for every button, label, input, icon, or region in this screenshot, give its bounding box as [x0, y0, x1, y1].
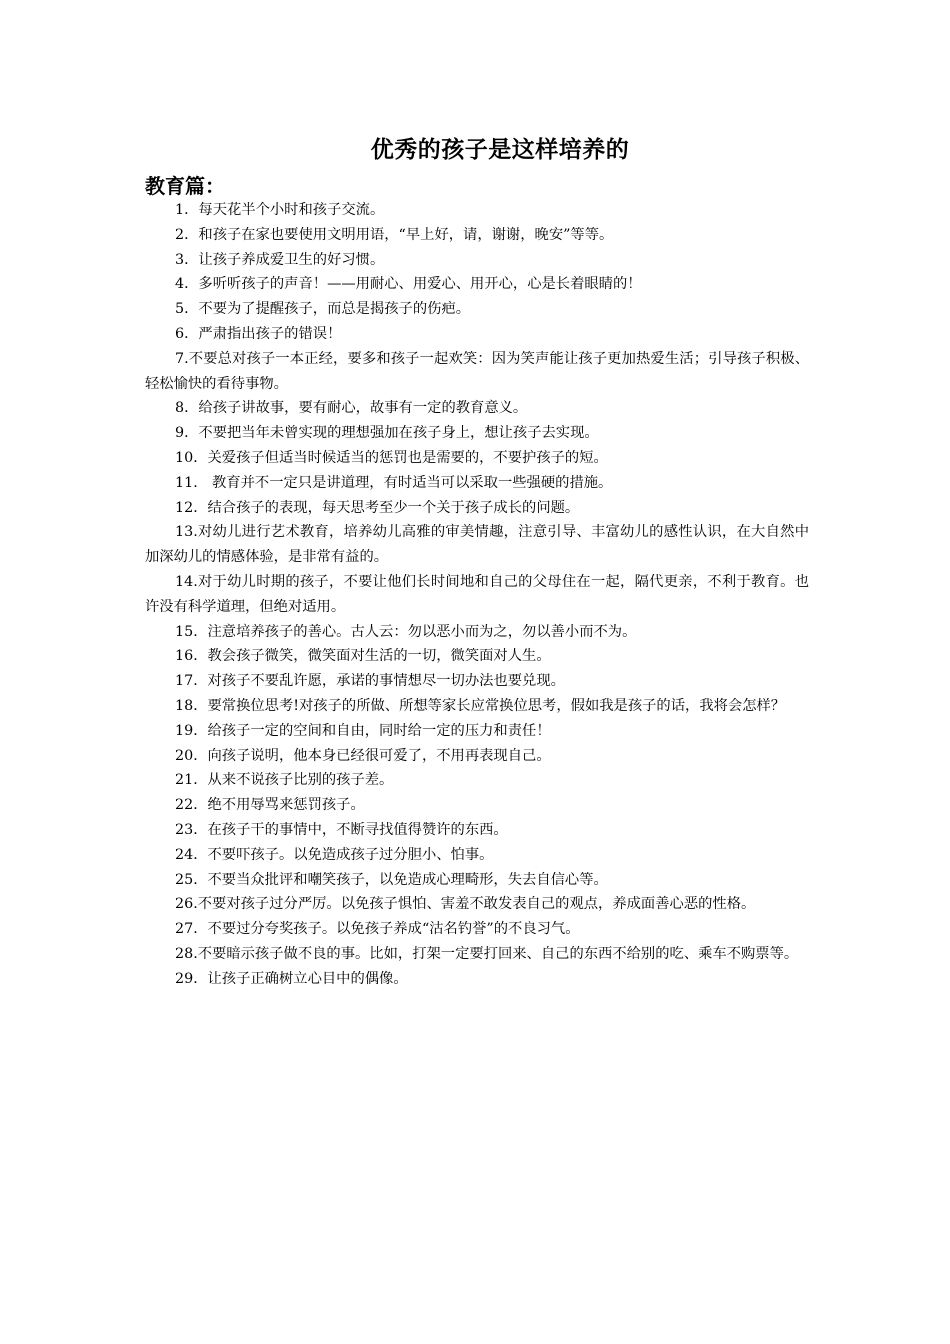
list-item: 8．给孩子讲故事，要有耐心，故事有一定的教育意义。 — [175, 400, 528, 417]
list-item: 2．和孩子在家也要使用文明用语，“早上好，请，谢谢，晚安”等等。 — [175, 226, 614, 243]
list-item: 21．从来不说孩子比别的孩子差。 — [175, 772, 394, 789]
list-item: 28.不要暗示孩子做不良的事。比如，打架一定要打回来、自己的东西不给别的吃、乘车不购票等。 — [175, 945, 799, 962]
list-item: 29．让孩子正确树立心目中的偶像。 — [175, 970, 408, 987]
list-item: 27．不要过分夸奖孩子。以免孩子养成“沽名钓誉”的不良习气。 — [175, 921, 580, 938]
list-item: 15．注意培养孩子的善心。古人云：勿以恶小而为之，勿以善小而不为。 — [175, 623, 637, 640]
list-item: 20．向孩子说明，他本身已经很可爱了，不用再表现自己。 — [175, 747, 551, 764]
list-item: 16．教会孩子微笑，微笑面对生活的一切，微笑面对人生。 — [175, 648, 551, 665]
list-item: 22．绝不用辱骂来惩罚孩子。 — [175, 797, 365, 814]
list-item: 25．不要当众批评和嘲笑孩子，以免造成心理畸形，失去自信心等。 — [175, 871, 608, 888]
list-item: 1．每天花半个小时和孩子交流。 — [175, 202, 385, 218]
list-item: 13.对幼儿进行艺术教育，培养幼儿高雅的审美情趣，注意引导、丰富幼儿的感性认识，在大自然中加深幼儿的情感体验，是非常有益的。 — [145, 524, 809, 566]
list-item: 26.不要对孩子过分严厉。以免孩子惧怕、害羞不敢发表自己的观点，养成面善心恶的性格。 — [175, 896, 756, 913]
list-item: 17．对孩子不要乱许愿，承诺的事情想尽一切办法也要兑现。 — [175, 673, 565, 690]
list-item: 5．不要为了提醒孩子，而总是揭孩子的伤疤。 — [175, 301, 471, 318]
list-item: 6．严肃指出孩子的错误！ — [175, 325, 342, 342]
document-title: 优秀的孩子是这样培养的 — [370, 137, 630, 163]
list-item: 18．要常换位思考!对孩子的所做、所想等家长应常换位思考，假如我是孩子的话，我将会怎样？ — [175, 697, 786, 714]
list-item: 9．不要把当年未曾实现的理想强加在孩子身上，想让孩子去实现。 — [175, 425, 599, 442]
section-heading: 教育篇： — [145, 174, 225, 198]
list-item: 7.不要总对孩子一本正经，要多和孩子一起欢笑：因为笑声能让孩子更加热爱生活；引导孩子积极、轻松愉快的看待事物。 — [145, 350, 809, 392]
list-item: 11． 教育并不一定只是讲道理，有时适当可以采取一些强硬的措施。 — [175, 474, 613, 491]
list-item: 3．让孩子养成爱卫生的好习惯。 — [175, 251, 385, 268]
list-item: 19．给孩子一定的空间和自由，同时给一定的压力和责任！ — [175, 722, 551, 739]
list-item: 10．关爱孩子但适当时候适当的惩罚也是需要的，不要护孩子的短。 — [175, 449, 608, 466]
advice-list — [145, 198, 809, 992]
list-item: 23．在孩子干的事情中，不断寻找值得赞许的东西。 — [175, 821, 508, 838]
list-item: 4．多听听孩子的声音！——用耐心、用爱心、用开心，心是长着眼睛的！ — [175, 276, 642, 293]
list-item: 14.对于幼儿时期的孩子，不要让他们长时间地和自己的父母住在一起，隔代更亲，不利于教育。也许没有科学道理，但绝对适用。 — [145, 573, 809, 615]
list-item: 24．不要吓孩子。以免造成孩子过分胆小、怕事。 — [175, 846, 494, 863]
list-item: 12．结合孩子的表现，每天思考至少一个关于孩子成长的问题。 — [175, 499, 580, 516]
